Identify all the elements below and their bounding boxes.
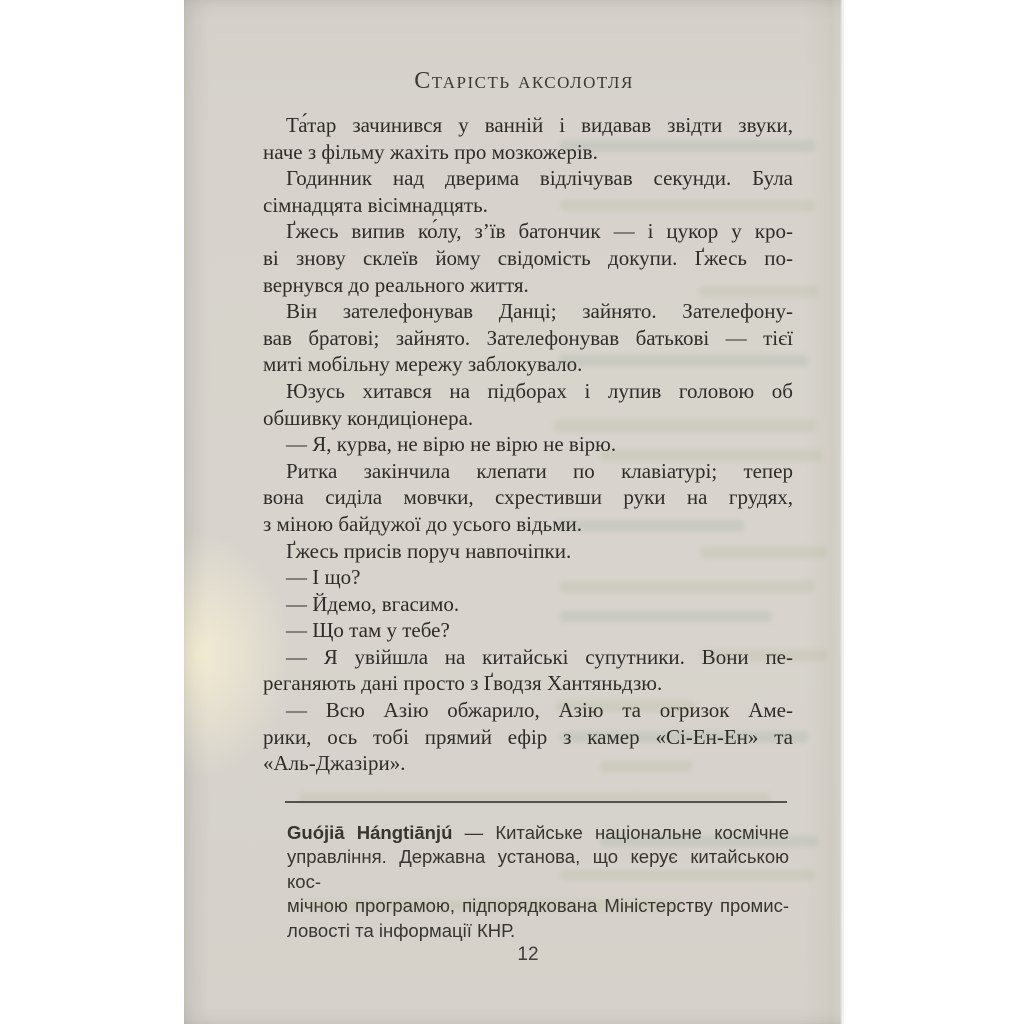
- paragraph: [263, 564, 793, 591]
- footnote-line: Guójiā Hángtiānjú — Китайське національне космічне: [287, 822, 790, 843]
- paragraph: [263, 538, 793, 565]
- footnote-line: управління. Державна установа, що керує китайською кос-: [287, 846, 789, 892]
- footnote-line: ловості та інформації КНР.: [287, 919, 516, 941]
- paragraph: [263, 431, 793, 458]
- paragraph: [263, 165, 793, 218]
- paragraph: [263, 697, 793, 777]
- text-line: Та́тар зачинився у ванній і видавав звідти звуки,: [286, 113, 793, 137]
- text-line: вона сиділа мовчки, схрестивши руки на грудях,: [263, 485, 793, 510]
- paragraph: [263, 644, 793, 697]
- paragraph: [263, 617, 793, 644]
- paragraph: [263, 378, 793, 431]
- text-line: «Аль-Джазіри».: [263, 751, 406, 776]
- page-edge: [840, 0, 844, 1024]
- text-line: з міною байдужої до усього відьми.: [263, 511, 583, 536]
- text-line: — Я увійшла на китайські супутники. Вони пе-: [286, 644, 793, 669]
- text-line: вав братові; зайнято. Зателефонував батькові — тієї: [263, 325, 793, 350]
- text-line: Ґжесь випив ко́лу, з’їв батончик — і цукор у кро-: [286, 219, 793, 244]
- footnote-rule: [285, 801, 787, 803]
- text-line: миті мобільну мережу заблокувало.: [263, 352, 583, 377]
- text-line: — Всю Азію обжарило, Азію та огризок Аме-: [286, 698, 793, 723]
- paragraph: [263, 112, 793, 165]
- text-line: Ритка закінчила клепати по клавіатурі; тепер: [286, 458, 793, 483]
- text-line: Юзусь хитався на підборах і лупив головою об: [286, 378, 793, 403]
- page-number: 12: [517, 944, 539, 965]
- body-text: [263, 112, 793, 777]
- book-page-photo: [184, 0, 844, 1024]
- text-line: — Я, курва, не вірю не вірю не вірю.: [286, 432, 617, 457]
- text-line: сімнадцята вісімнадцять.: [263, 192, 488, 217]
- text-line: Він зателефонував Данці; зайнято. Зателефону-: [286, 299, 793, 324]
- footnote-line: мічною програмою, підпорядкована Міністерству промис-: [287, 895, 789, 917]
- paragraph: [263, 591, 793, 618]
- chapter-title: Старість аксолотля: [414, 68, 634, 94]
- text-line: реганяють дані просто з Ґводзя Хантяньдзю.: [263, 671, 663, 696]
- text-line: Ґжесь присів поруч навпочіпки.: [286, 538, 572, 563]
- text-line: ві знову склеїв йому свідомість докупи. Ґжесь по-: [263, 245, 793, 270]
- text-line: — Йдемо, вгасимо.: [286, 591, 460, 616]
- text-line: — І що?: [286, 565, 361, 590]
- text-line: — Що там у тебе?: [286, 618, 450, 643]
- paragraph: [263, 298, 793, 378]
- footnote-term: Guójiā Hángtiānjú: [287, 822, 453, 843]
- text-line: наче з фільму жахіть про мозкожерів.: [263, 139, 598, 164]
- paragraph: [263, 458, 793, 538]
- text-line: обшивку кондиціонера.: [263, 405, 474, 430]
- footnote: [287, 821, 789, 943]
- text-line: вернувся до реального життя.: [263, 272, 529, 297]
- text-line: Годинник над дверима відлічував секунди. Була: [286, 166, 793, 191]
- text-line: рики, ось тобі прямий ефір з камер «Сі-Ен-Ен» та: [263, 724, 793, 749]
- paragraph: [263, 218, 793, 298]
